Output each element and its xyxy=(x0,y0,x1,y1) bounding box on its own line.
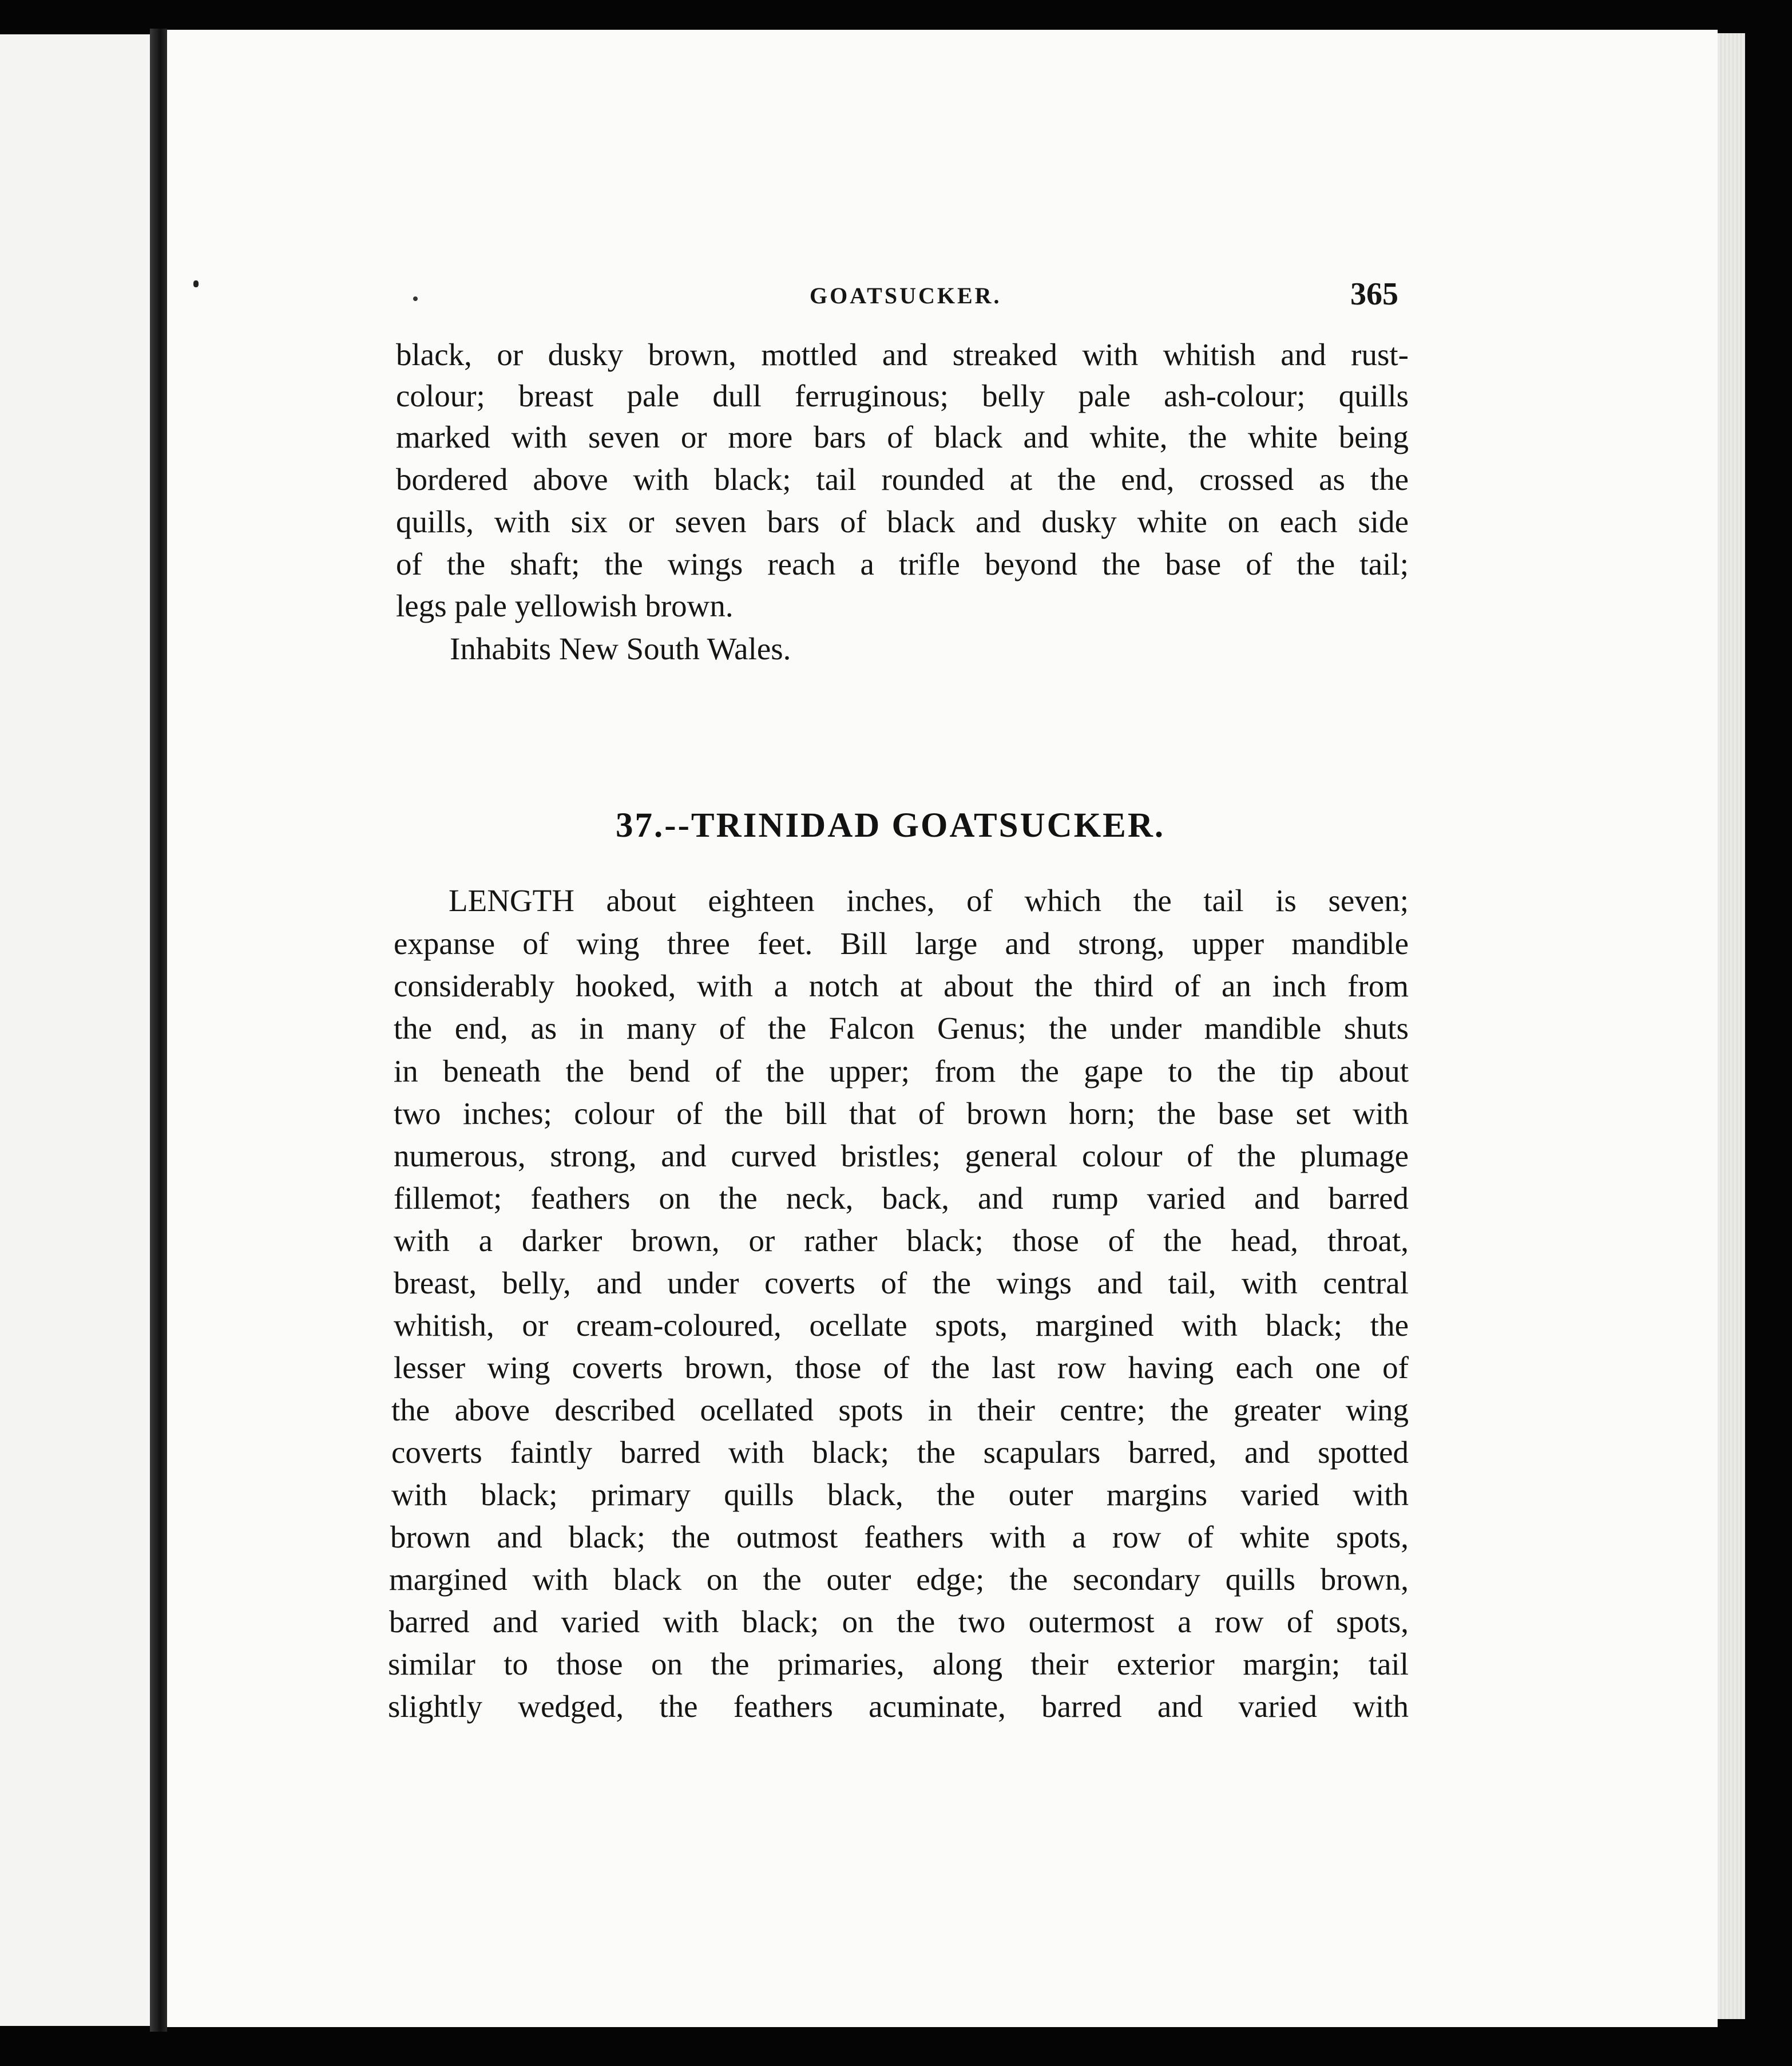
entry-heading: 37.--TRINIDAD GOATSUCKER. xyxy=(616,806,1165,845)
text-line: black, or dusky brown, mottled and streaked with whitish and rust- xyxy=(396,337,1409,372)
text-line: fillemot; feathers on the neck, back, and rump varied and barred xyxy=(394,1181,1409,1216)
text-line: lesser wing coverts brown, those of the last row having each one of xyxy=(394,1350,1409,1385)
text-line: margined with black on the outer edge; the secondary quills brown, xyxy=(389,1562,1409,1597)
margin-speck xyxy=(193,280,199,287)
text-line: bordered above with black; tail rounded at the end, crossed as the xyxy=(396,462,1409,497)
text-line: slightly wedged, the feathers acuminate, barred and varied with xyxy=(388,1689,1409,1724)
book-gutter xyxy=(150,29,167,2032)
text-line: similar to those on the primaries, along their exterior margin; tail xyxy=(388,1647,1409,1681)
text-line: considerably hooked, with a notch at about the third of an inch from xyxy=(394,968,1409,1003)
text-line: coverts faintly barred with black; the scapulars barred, and spotted xyxy=(391,1435,1409,1470)
running-head: GOATSUCKER. xyxy=(810,283,1002,308)
text-line: breast, belly, and under coverts of the wings and tail, with central xyxy=(394,1265,1409,1300)
habitat-line: Inhabits New South Wales. xyxy=(450,631,791,666)
text-line: barred and varied with black; on the two outermost a row of spots, xyxy=(389,1604,1409,1639)
text-line: LENGTH about eighteen inches, of which the tail is seven; xyxy=(449,883,1409,918)
text-line: brown and black; the outmost feathers with a row of white spots, xyxy=(390,1519,1409,1554)
text-line: whitish, or cream-coloured, ocellate spots, margined with black; the xyxy=(394,1308,1409,1343)
text-line: marked with seven or more bars of black and white, the white being xyxy=(396,419,1409,454)
text-line: expanse of wing three feet. Bill large and strong, upper mandible xyxy=(394,926,1409,961)
page-stack-edge xyxy=(1718,33,1745,2019)
text-line: legs pale yellowish brown. xyxy=(396,588,734,623)
text-line: with a darker brown, or rather black; those of the head, throat, xyxy=(394,1223,1409,1258)
previous-page-edge xyxy=(0,34,150,2026)
text-line: of the shaft; the wings reach a trifle beyond the base of the tail; xyxy=(396,547,1409,581)
text-line: two inches; colour of the bill that of brown horn; the base set with xyxy=(394,1096,1409,1131)
page-number: 365 xyxy=(1350,276,1398,312)
header-dot xyxy=(413,296,418,301)
text-line: the end, as in many of the Falcon Genus; the under mandible shuts xyxy=(394,1011,1409,1046)
text-line: quills, with six or seven bars of black and dusky white on each side xyxy=(396,504,1409,539)
text-line: the above described ocellated spots in their centre; the greater wing xyxy=(391,1392,1409,1427)
text-line: colour; breast pale dull ferruginous; belly pale ash-colour; quills xyxy=(396,378,1409,413)
text-line: with black; primary quills black, the outer margins varied with xyxy=(391,1477,1409,1512)
text-line: numerous, strong, and curved bristles; general colour of the plumage xyxy=(394,1138,1409,1173)
text-line: in beneath the bend of the upper; from the gape to the tip about xyxy=(394,1054,1409,1089)
